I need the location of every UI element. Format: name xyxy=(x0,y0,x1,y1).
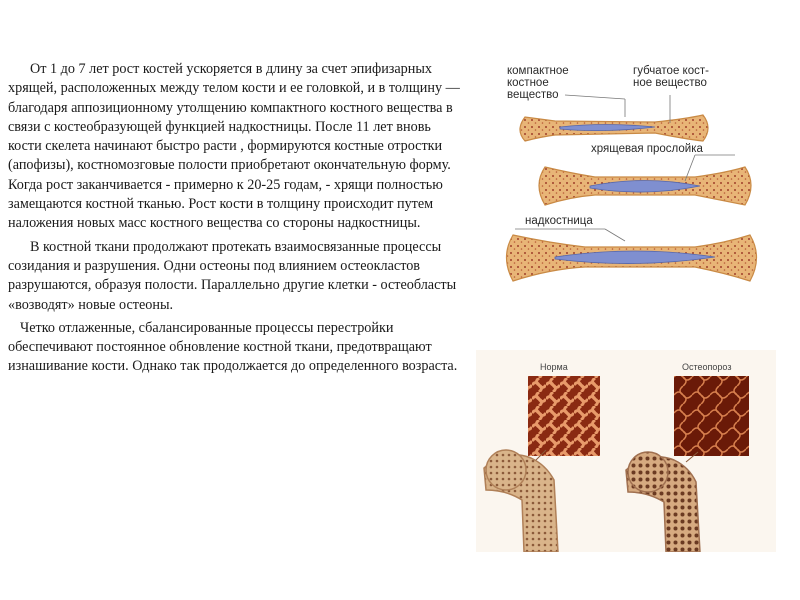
label-osteoporosis: Остеопороз xyxy=(682,362,732,372)
bone-stage-1 xyxy=(520,115,708,141)
osteoporosis-femur xyxy=(626,452,700,552)
bone-stage-2 xyxy=(539,167,751,205)
paragraph-2-text: В костной ткани продолжают протекать взаимосвязанные процессы созидания и разрушения. Одни остеоны под влиянием остеокластов разрушаются, образуя полости. Параллельно другие клетки - остеобласты «возводят» новые остеоны. xyxy=(8,238,457,313)
label-normal: Норма xyxy=(540,362,568,372)
bone-stage-3 xyxy=(507,235,757,281)
paragraph-1 xyxy=(8,60,463,234)
paragraph-2 xyxy=(8,238,463,315)
osteoporosis-illustration xyxy=(476,350,776,552)
paragraph-1-text: От 1 до 7 лет рост костей ускоряется в длину за счет эпифизарных хрящей, расположенных между телом кости и ее головкой, и в толщину — благодаря аппозиционному утолщению компактного костного вещества в связи с костеобразующей функцией надкостницы. После 11 лет вновь кости скелета начинают быстро расти , формируются костные отростки (апофизы), костномозговые полости приобретают окончательную форму. Когда рост заканчивается - примерно к 20-25 годам, - хрящи полностью замещаются костной тканью. Рост кости в толщину происходит путем наложения новых масс костного вещества со стороны надкостницы. xyxy=(8,61,460,232)
normal-trabecular-closeup xyxy=(528,376,600,456)
label-compact-substance: компактное костное вещество xyxy=(507,65,569,101)
label-spongy-substance: губчатое кост- ное вещество xyxy=(633,65,709,89)
paragraph-3-text: Четко отлаженные, сбалансированные процессы перестройки обеспечивают постоянное обновление костной ткани, предотвращают изнашивание кости. Однако так продолжается до определенного возраста. xyxy=(8,319,458,375)
osteoporosis-trabecular-closeup xyxy=(674,376,749,456)
normal-femur xyxy=(484,450,558,552)
label-cartilage-layer: хрящевая прослойка xyxy=(591,143,703,155)
label-periosteum: надкостница xyxy=(525,215,593,227)
text-column xyxy=(8,60,463,381)
paragraph-3 xyxy=(8,319,463,377)
bone-growth-diagram xyxy=(495,55,760,290)
osteoporosis-comparison xyxy=(476,350,776,552)
